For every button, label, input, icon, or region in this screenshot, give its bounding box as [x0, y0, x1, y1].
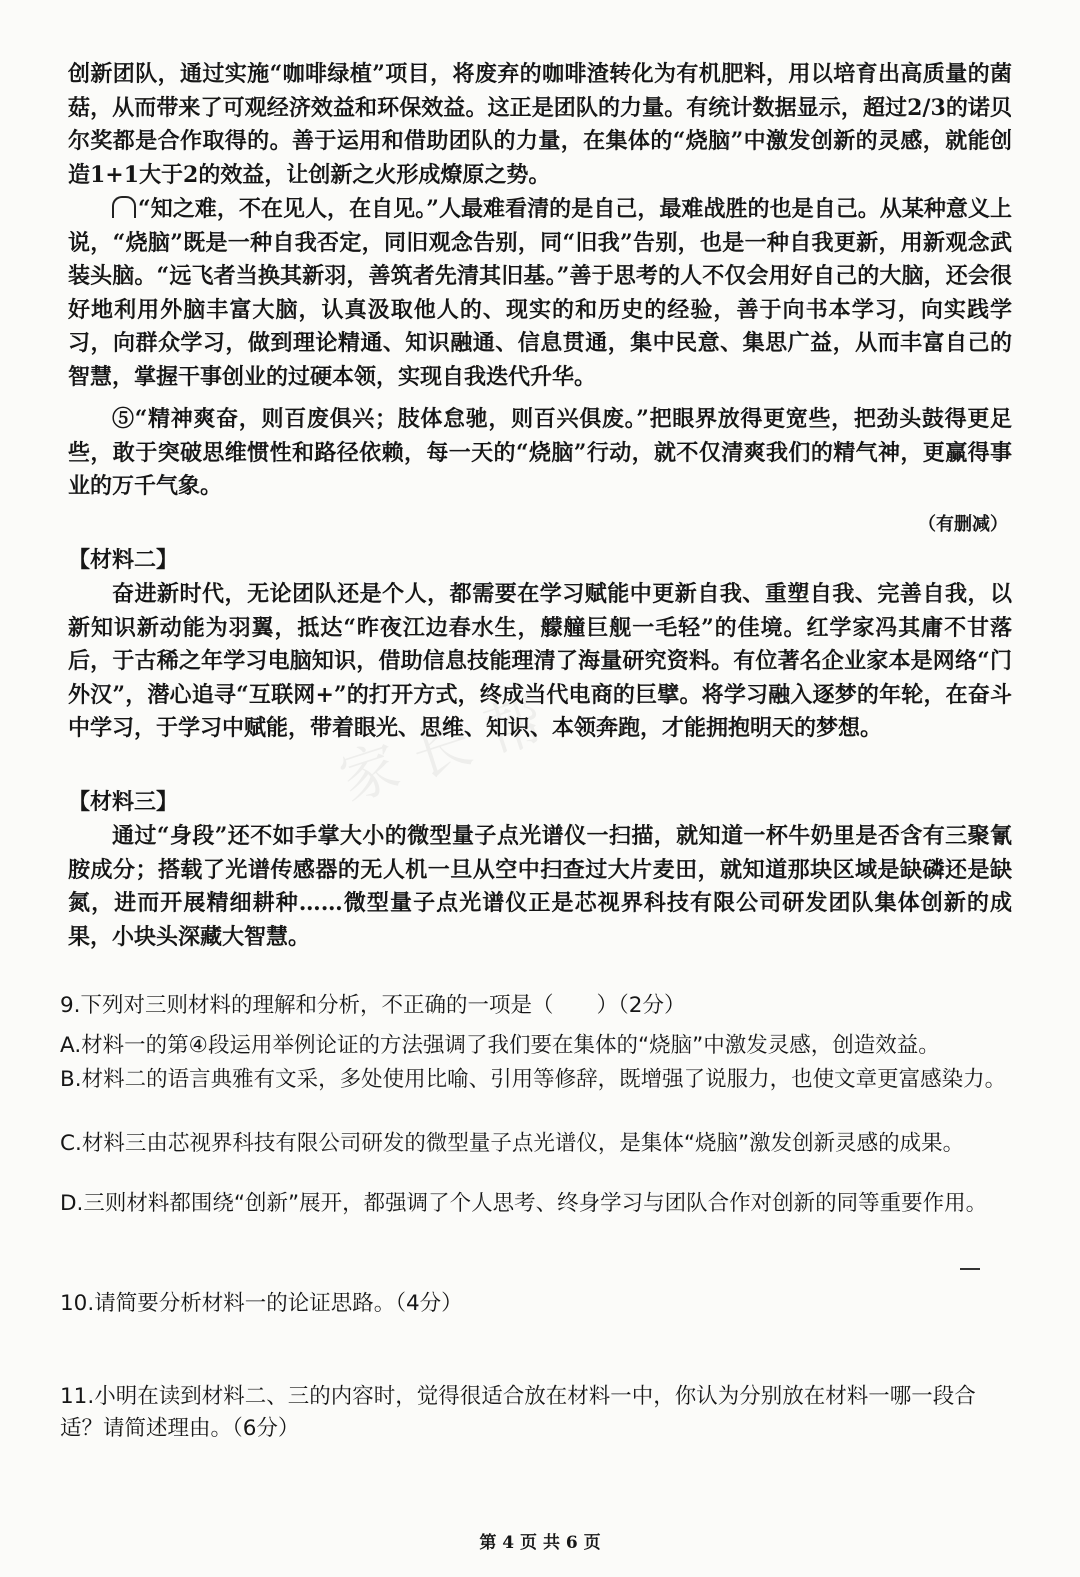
circled-four-marker	[112, 196, 136, 218]
material1-paragraph-4	[68, 193, 1012, 394]
material1-paragraph-top: 创新团队，通过实施“咖啡绿植”项目，将废弃的咖啡渣转化为有机肥料，用以培育出高质量的菌菇，从而带来了可观经济效益和环保效益。这正是团队的力量。有统计数据显示，超过2/3的诺贝尔奖都是合作取得的。善于运用和借助团队的力量，在集体的“烧脑”中激发创新的灵感，就能创造1+1大于2的效益，让创新之火形成燎原之势。	[68, 61, 1012, 188]
question-9-option-b: B.材料二的语言典雅有文采，多处使用比喻、引用等修辞，既增强了说服力，也使文章更富感染力。	[60, 1067, 1007, 1092]
question-9-option-c: C.材料三由芯视界科技有限公司研发的微型量子点光谱仪，是集体“烧脑”激发创新灵感的成果。	[60, 1131, 965, 1156]
abridged-note: （有删减）	[918, 514, 1008, 535]
watermark: 家长帮	[331, 679, 570, 815]
material3-text: 通过“身段”还不如手掌大小的微型量子点光谱仪一扫描，就知道一杯牛奶里是否含有三聚氰胺成分；搭载了光谱传感器的无人机一旦从空中扫查过大片麦田，就知道那块区域是缺磷还是缺氮，进而开展精细耕种……微型量子点光谱仪正是芯视界科技有限公司研发团队集体创新的成果，小块头深藏大智慧。	[68, 823, 1012, 950]
material1-paragraph-5: ⑤“精神爽奋，则百废俱兴；肢体怠驰，则百兴俱废。”把眼界放得更宽些，把劲头鼓得更足些，敢于突破思维惯性和路径依赖，每一天的“烧脑”行动，就不仅清爽我们的精气神，更赢得事业的万千气象。	[68, 406, 1012, 499]
material2-text: 奋进新时代，无论团队还是个人，都需要在学习赋能中更新自我、重塑自我、完善自我，以新知识新动能为羽翼，抵达“昨夜江边春水生，艨艟巨舰一毛轻”的佳境。红学家冯其庸不甘落后，于古稀之年学习电脑知识，借助信息技能理清了海量研究资料。有位著名企业家本是网络“门外汉”，潜心追寻“互联网+”的打开方式，终成当代电商的巨擘。将学习融入逐梦的年轮，在奋斗中学习，于学习中赋能，带着眼光、思维、知识、本领奔跑，才能拥抱明天的梦想。	[68, 581, 1012, 741]
question-9-option-a: A.材料一的第④段运用举例论证的方法强调了我们要在集体的“烧脑”中激发灵感，创造效益。	[60, 1033, 940, 1058]
material1-paragraph-4-text: “知之难，不在见人，在自见。”人最难看清的是自己，最难战胜的也是自己。从某种意义上说，“烧脑”既是一种自我否定，同旧观念告别，同“旧我”告别，也是一种自我更新，用新观念武装头脑。“远飞者当换其新羽，善筑者先清其旧基。”善于思考的人不仅会用好自己的大脑，还会很好地利用外脑丰富大脑，认真汲取他人的、现实的和历史的经验，善于向书本学习，向实践学习，向群众学习，做到理论精通、知识融通、信息贯通，集中民意、集思广益，从而丰富自己的智慧，掌握干事创业的过硬本领，实现自我迭代升华。	[68, 196, 1012, 390]
question-10: 10.请简要分析材料一的论证思路。（4分）	[60, 1291, 463, 1316]
question-9-option-d: D.三则材料都围绕“创新”展开，都强调了个人思考、终身学习与团队合作对创新的同等重要作用。	[60, 1191, 988, 1216]
stray-mark	[960, 1268, 980, 1270]
page-footer: 第 4 页 共 6 页	[479, 1533, 601, 1553]
question-9: 9.下列对三则材料的理解和分析，不正确的一项是（ ）（2分）	[60, 993, 686, 1018]
material2-heading: 【材料二】	[68, 547, 179, 573]
question-11: 11.小明在读到材料二、三的内容时，觉得很适合放在材料一中，你认为分别放在材料一哪一段合适？请简述理由。（6分）	[60, 1384, 976, 1441]
material3-heading: 【材料三】	[68, 789, 179, 815]
